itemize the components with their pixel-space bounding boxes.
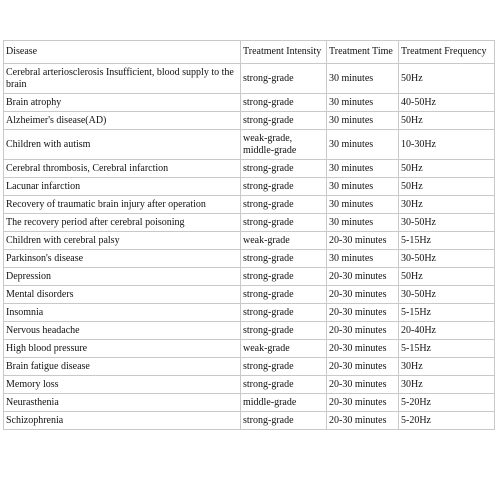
table-row: [4, 214, 495, 232]
cell-disease: Depression: [4, 268, 241, 286]
cell-frequency: 30-50Hz: [399, 214, 495, 232]
cell-disease: Nervous headache: [4, 322, 241, 340]
cell-disease: Cerebral thrombosis, Cerebral infarction: [4, 160, 241, 178]
cell-intensity: strong-grade: [241, 178, 327, 196]
cell-frequency: 40-50Hz: [399, 94, 495, 112]
cell-time: 20-30 minutes: [327, 412, 399, 430]
cell-intensity: strong-grade: [241, 250, 327, 268]
cell-intensity: strong-grade: [241, 412, 327, 430]
table-row: [4, 376, 495, 394]
header-time: Treatment Time: [327, 41, 399, 64]
cell-intensity: strong-grade: [241, 358, 327, 376]
cell-disease: Parkinson's disease: [4, 250, 241, 268]
table-row: [4, 160, 495, 178]
cell-intensity: strong-grade: [241, 64, 327, 94]
cell-intensity: weak-grade: [241, 340, 327, 358]
cell-disease: Cerebral arteriosclerosis Insufficient, blood supply to the brain: [4, 64, 241, 94]
cell-time: 20-30 minutes: [327, 268, 399, 286]
cell-time: 20-30 minutes: [327, 304, 399, 322]
cell-disease: Alzheimer's disease(AD): [4, 112, 241, 130]
cell-disease: The recovery period after cerebral poisoning: [4, 214, 241, 232]
cell-disease: Mental disorders: [4, 286, 241, 304]
cell-disease: Schizophrenia: [4, 412, 241, 430]
table-row: [4, 358, 495, 376]
cell-disease: Insomnia: [4, 304, 241, 322]
cell-time: 20-30 minutes: [327, 232, 399, 250]
cell-time: 30 minutes: [327, 112, 399, 130]
cell-disease: Memory loss: [4, 376, 241, 394]
table-row: [4, 268, 495, 286]
table-row: [4, 196, 495, 214]
cell-intensity: middle-grade: [241, 394, 327, 412]
table-row: [4, 130, 495, 160]
table-row: [4, 250, 495, 268]
cell-frequency: 5-20Hz: [399, 394, 495, 412]
table-body: [4, 64, 495, 430]
header-intensity: Treatment Intensity: [241, 41, 327, 64]
cell-intensity: strong-grade: [241, 196, 327, 214]
cell-disease: Children with autism: [4, 130, 241, 160]
cell-disease: Brain fatigue disease: [4, 358, 241, 376]
cell-intensity: strong-grade: [241, 376, 327, 394]
treatment-table: [3, 40, 495, 430]
header-frequency: Treatment Frequency: [399, 41, 495, 64]
cell-frequency: 10-30Hz: [399, 130, 495, 160]
table-row: [4, 64, 495, 94]
table-row: [4, 286, 495, 304]
cell-intensity: strong-grade: [241, 304, 327, 322]
cell-frequency: 30Hz: [399, 196, 495, 214]
cell-intensity: strong-grade: [241, 286, 327, 304]
table-row: [4, 394, 495, 412]
cell-intensity: strong-grade: [241, 94, 327, 112]
cell-time: 30 minutes: [327, 130, 399, 160]
table-row: [4, 304, 495, 322]
cell-frequency: 5-15Hz: [399, 232, 495, 250]
cell-frequency: 30Hz: [399, 358, 495, 376]
cell-frequency: 50Hz: [399, 178, 495, 196]
cell-intensity: strong-grade: [241, 160, 327, 178]
table-row: [4, 178, 495, 196]
cell-frequency: 50Hz: [399, 160, 495, 178]
cell-frequency: 50Hz: [399, 64, 495, 94]
cell-time: 30 minutes: [327, 160, 399, 178]
cell-time: 20-30 minutes: [327, 394, 399, 412]
cell-disease: Brain atrophy: [4, 94, 241, 112]
cell-frequency: 50Hz: [399, 112, 495, 130]
cell-intensity: strong-grade: [241, 268, 327, 286]
cell-time: 30 minutes: [327, 64, 399, 94]
table-row: [4, 412, 495, 430]
cell-frequency: 5-15Hz: [399, 304, 495, 322]
cell-time: 30 minutes: [327, 196, 399, 214]
cell-intensity: strong-grade: [241, 322, 327, 340]
cell-frequency: 30Hz: [399, 376, 495, 394]
table-row: [4, 232, 495, 250]
cell-frequency: 5-15Hz: [399, 340, 495, 358]
cell-disease: High blood pressure: [4, 340, 241, 358]
cell-frequency: 50Hz: [399, 268, 495, 286]
cell-time: 20-30 minutes: [327, 322, 399, 340]
table-row: [4, 322, 495, 340]
cell-frequency: 5-20Hz: [399, 412, 495, 430]
header-disease: Disease: [4, 41, 241, 64]
cell-frequency: 30-50Hz: [399, 250, 495, 268]
cell-frequency: 20-40Hz: [399, 322, 495, 340]
cell-intensity: strong-grade: [241, 214, 327, 232]
cell-disease: Recovery of traumatic brain injury after operation: [4, 196, 241, 214]
cell-frequency: 30-50Hz: [399, 286, 495, 304]
cell-time: 30 minutes: [327, 214, 399, 232]
cell-intensity: weak-grade: [241, 232, 327, 250]
cell-time: 20-30 minutes: [327, 358, 399, 376]
table-row: [4, 94, 495, 112]
cell-time: 30 minutes: [327, 250, 399, 268]
cell-disease: Children with cerebral palsy: [4, 232, 241, 250]
cell-intensity: weak-grade, middle-grade: [241, 130, 327, 160]
cell-time: 30 minutes: [327, 178, 399, 196]
cell-intensity: strong-grade: [241, 112, 327, 130]
header-row: [4, 41, 495, 64]
cell-time: 20-30 minutes: [327, 286, 399, 304]
cell-time: 20-30 minutes: [327, 340, 399, 358]
table-row: [4, 112, 495, 130]
cell-time: 30 minutes: [327, 94, 399, 112]
cell-disease: Neurasthenia: [4, 394, 241, 412]
cell-disease: Lacunar infarction: [4, 178, 241, 196]
cell-time: 20-30 minutes: [327, 376, 399, 394]
table-row: [4, 340, 495, 358]
